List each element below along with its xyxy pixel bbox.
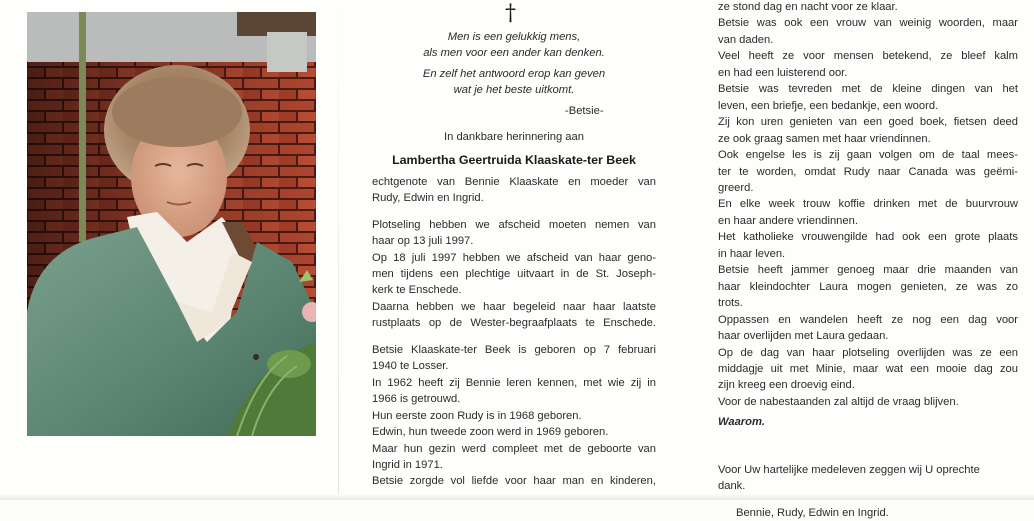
text-line: kerk te Enschede.: [372, 284, 462, 297]
poem-line: En zelf het antwoord erop kan geven: [422, 67, 606, 80]
text-line: Plotseling hebben we afscheid moeten nemen van: [372, 218, 656, 231]
text-line: Edwin, hun tweede zoon werd in 1969 geboren.: [372, 426, 609, 439]
closing-word: Waarom.: [718, 416, 766, 429]
text-line: Betsie zorgde vol liefde voor haar man en kinderen,: [372, 475, 656, 488]
poem-line: als men voor een ander kan denken.: [423, 47, 605, 60]
memorial-intro: In dankbare herinnering aan: [444, 131, 584, 144]
text-line: van daden.: [718, 33, 774, 46]
text-line: haar op 13 juli 1997.: [372, 235, 474, 248]
deceased-name: Lambertha Geertruida Klaaskate-ter Beek: [392, 152, 636, 167]
middle-column: [372, 29, 656, 490]
text-line: 1966 is getrouwd.: [372, 393, 461, 406]
text-line: Ook engelse les is zij gaan volgen om de taal mees-: [718, 149, 1018, 162]
text-line: en haar andere vriendinnen.: [718, 214, 858, 227]
text-line: en had een luisterend oor.: [718, 66, 848, 79]
text-line: Betsie was tevreden met de kleine dingen van het: [718, 83, 1018, 96]
text-line: Ingrid in 1971.: [372, 458, 443, 471]
text-line: Op de dag van haar plotseling overlijden was ze een: [718, 346, 1018, 359]
text-line: En elke week trouw koffie drinken met de buurvrouw: [718, 198, 1018, 211]
poem-line: Men is een gelukkig mens,: [447, 31, 581, 43]
fold-line: [338, 0, 339, 500]
right-column: [718, 0, 1018, 521]
text-line: leven, een briefje, een bedankje, een woord.: [718, 99, 939, 112]
text-line: haar overlijden met Laura gedaan.: [718, 330, 889, 343]
text-line: echtgenote van Bennie Klaaskate en moeder van: [372, 175, 656, 188]
portrait-illustration: [27, 12, 316, 436]
text-line: Voor de nabestaanden zal altijd de vraag blijven.: [718, 395, 959, 408]
text-line: Oppassen en wandelen heeft ze nog een dag voor: [718, 313, 1018, 326]
text-line: haar kleindochter Laura mogen genieten, ze was zo: [718, 280, 1018, 293]
thanks-line: dank.: [718, 480, 746, 493]
text-line: Hun eerste zoon Rudy is in 1968 geboren.: [372, 409, 582, 422]
signature: Bennie, Rudy, Edwin en Ingrid.: [736, 506, 889, 519]
text-line: zijn kreeg een droevig eind.: [718, 379, 855, 392]
text-line: Het katholieke vrouwengilde had ook een grote plaats: [718, 231, 1018, 244]
poem: [372, 29, 656, 99]
text-line: ter te worden, omdat Rudy naar Canada was geëmi-: [718, 165, 1018, 178]
text-line: Betsie was ook een vrouw van weinig woorden, maar: [718, 17, 1018, 30]
poem-line: wat je het beste uitkomt.: [453, 84, 575, 97]
text-line: Betsie Klaaskate-ter Beek is geboren op 7 februari: [372, 343, 656, 356]
poem-author: -Betsie-: [565, 104, 604, 117]
text-line: in haar leven.: [718, 247, 786, 260]
thanks-line: Voor Uw hartelijke medeleven zeggen wij U oprechte: [718, 463, 980, 476]
text-line: 1940 te Losser.: [372, 360, 449, 373]
text-line: Op 18 juli 1997 hebben we afscheid van haar geno-: [372, 251, 656, 264]
text-line: ze stond dag en nacht voor ze klaar.: [718, 1, 898, 13]
text-line: In 1962 heeft zij Bennie leren kennen, met wie zij in: [372, 376, 656, 389]
text-line: rustplaats op de Wester-begraafplaats te Enschede.: [372, 317, 656, 330]
cross-icon: †: [505, 1, 516, 26]
text-line: trots.: [718, 297, 743, 310]
portrait-photo: [27, 12, 316, 436]
text-line: Maar hun gezin werd compleet met de geboorte van: [372, 442, 656, 455]
text-line: Zij kon uren genieten van een goed boek, fietsen deed: [718, 116, 1018, 129]
text-line: Betsie heeft jammer genoeg maar drie maanden van: [718, 264, 1018, 277]
text-line: Daarna hebben we haar begeleid naar haar laatste: [372, 300, 656, 313]
text-line: men tijdens een plechtige uitvaart in de St. Joseph-: [372, 267, 656, 280]
text-line: Rudy, Edwin en Ingrid.: [372, 192, 484, 205]
text-line: middagje uit met Minie, maar wat een mooie dag zou: [718, 362, 1018, 375]
text-line: ze ook graag samen met haar vriendinnen.: [718, 132, 931, 145]
text-line: greerd.: [718, 181, 754, 194]
text-line: Veel heeft ze voor mensen betekend, ze bleef kalm: [718, 50, 1018, 63]
